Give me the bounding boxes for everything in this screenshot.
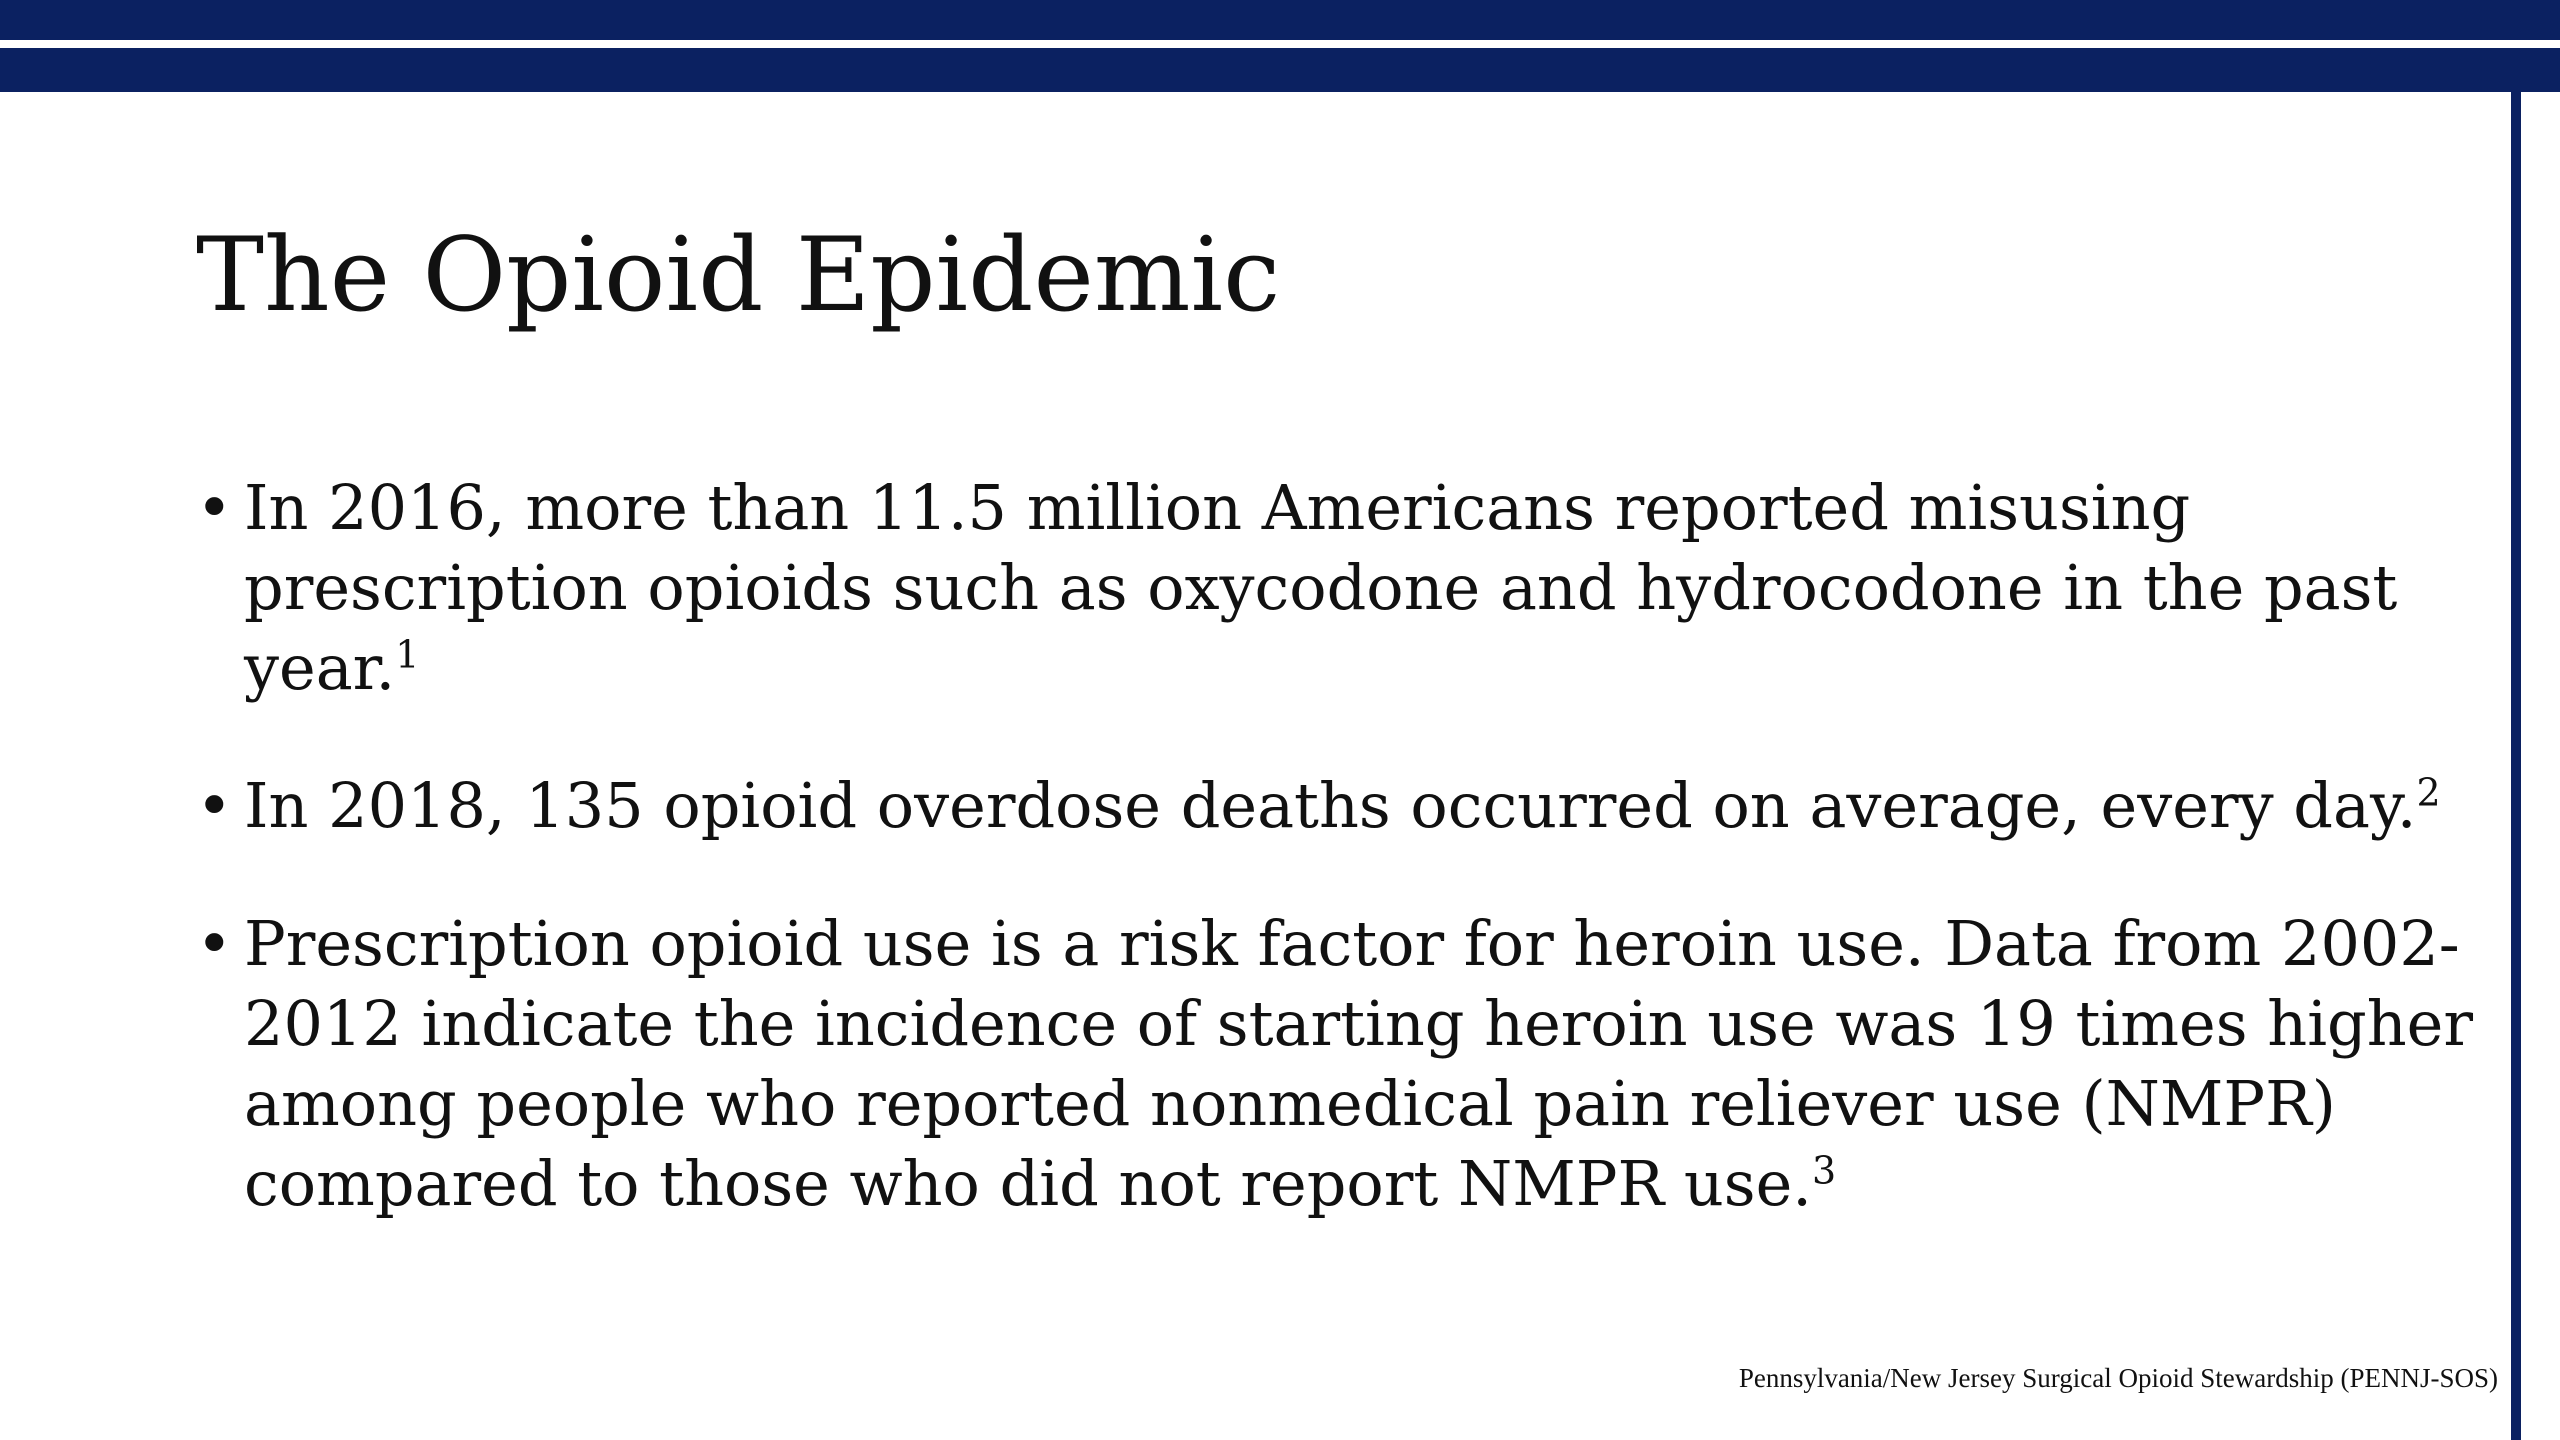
slide-title: The Opioid Epidemic: [196, 216, 1281, 335]
bullet-marker: •: [196, 907, 233, 980]
footer-credit: Pennsylvania/New Jersey Surgical Opioid Stewardship (PENNJ-SOS): [1738, 1363, 2498, 1393]
right-edge-rule: [2511, 92, 2521, 1440]
bullet-item-1: [196, 468, 2486, 708]
bullet-marker: •: [196, 769, 233, 842]
bullet-text: Prescription opioid use is a risk factor for heroin use. Data from 2002-2012 indicate the incidence of starting heroin use was 19 times higher among people who reported nonmedical pain reliever use (NMPR) compared to those who did not report NMPR use.: [244, 907, 2473, 1220]
citation-ref: 1: [395, 632, 420, 677]
citation-ref: 3: [1811, 1148, 1837, 1193]
citation-ref: 2: [2416, 770, 2441, 815]
header-rule: [0, 48, 2560, 92]
bullet-list: [196, 468, 2486, 1282]
bullet-marker: •: [196, 471, 233, 544]
bullet-item-2: [196, 766, 2486, 846]
bullet-text: In 2018, 135 opioid overdose deaths occurred on average, every day.: [244, 769, 2417, 842]
header-bar: [0, 0, 2560, 40]
bullet-item-3: [196, 904, 2486, 1224]
bullet-text: In 2016, more than 11.5 million Americans reported misusing prescription opioids such as oxycodone and hydrocodone in the past year.: [244, 471, 2398, 704]
